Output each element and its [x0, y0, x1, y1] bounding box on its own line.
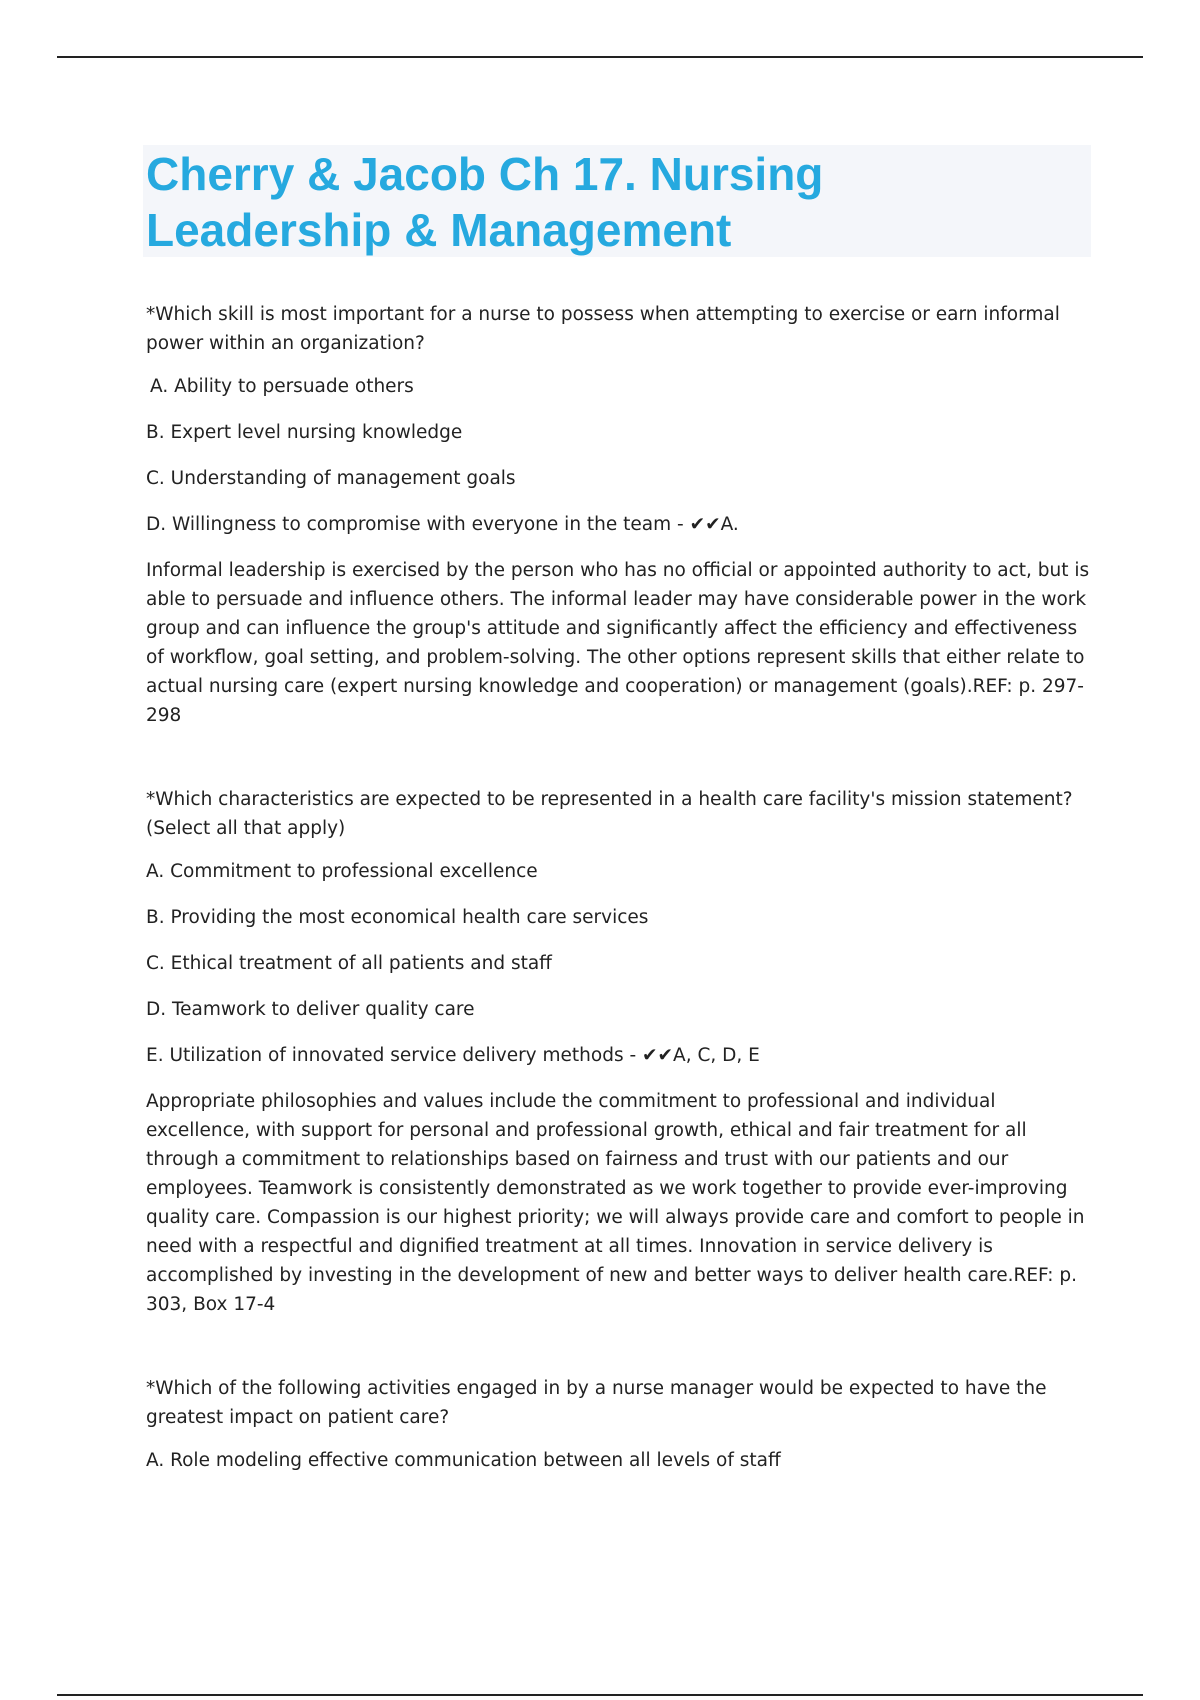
- question-block-2: [146, 785, 1096, 1319]
- question-text: *Which characteristics are expected to be represented in a health care facility's mission statement? (Select all that apply): [146, 789, 1073, 839]
- answer-option-e: E. Utilization of innovated service delivery methods - ✔✔A, C, D, E: [146, 1045, 760, 1066]
- question-text: *Which of the following activities engaged in by a nurse manager would be expected to have the greatest impact on patient care?: [146, 1378, 1047, 1428]
- answer-option-a: A. Role modeling effective communication between all levels of staff: [146, 1450, 781, 1471]
- answer-option-b: B. Expert level nursing knowledge: [146, 422, 463, 443]
- question-block-3: [146, 1374, 1096, 1475]
- question-block-1: [146, 300, 1096, 730]
- answer-option-d: D. Willingness to compromise with everyone in the team - ✔✔A.: [146, 514, 739, 535]
- answer-option-a: A. Commitment to professional excellence: [146, 861, 538, 882]
- answer-option-c: C. Understanding of management goals: [146, 468, 516, 489]
- answer-explanation: Appropriate philosophies and values include the commitment to professional and individual excellence, with support for personal and professional growth, ethical and fair treatment for all through a commitment to relationships based on fairness and trust with our patients and our employees. Teamwork is consistently demonstrated as we work together to provide ever-improving quality care. Compassion is our highest priority; we will always provide care and comfort to people in need with a respectful and dignified treatment at all times. Innovation in service delivery is accomplished by investing in the development of new and better ways to deliver health care.REF: p. 303, Box 17-4: [146, 1091, 1085, 1315]
- answer-option-d: D. Teamwork to deliver quality care: [146, 999, 475, 1020]
- footer-rule: [57, 1694, 1143, 1696]
- document-body: [146, 300, 1096, 1530]
- answer-option-c: C. Ethical treatment of all patients and staff: [146, 953, 552, 974]
- header-rule: [57, 56, 1143, 58]
- document-title: Cherry & Jacob Ch 17. Nursing Leadership & Management: [146, 148, 824, 256]
- question-text: *Which skill is most important for a nurse to possess when attempting to exercise or earn informal power within an organization?: [146, 304, 1060, 354]
- answer-option-b: B. Providing the most economical health care services: [146, 907, 649, 928]
- answer-option-a: A. Ability to persuade others: [150, 376, 414, 397]
- answer-explanation: Informal leadership is exercised by the person who has no official or appointed authority to act, but is able to persuade and influence others. The informal leader may have considerable power in the work group and can influence the group's attitude and significantly affect the efficiency and effectiveness of workflow, goal setting, and problem-solving. The other options represent skills that either relate to actual nursing care (expert nursing knowledge and cooperation) or management (goals).REF: p. 297-298: [146, 560, 1090, 726]
